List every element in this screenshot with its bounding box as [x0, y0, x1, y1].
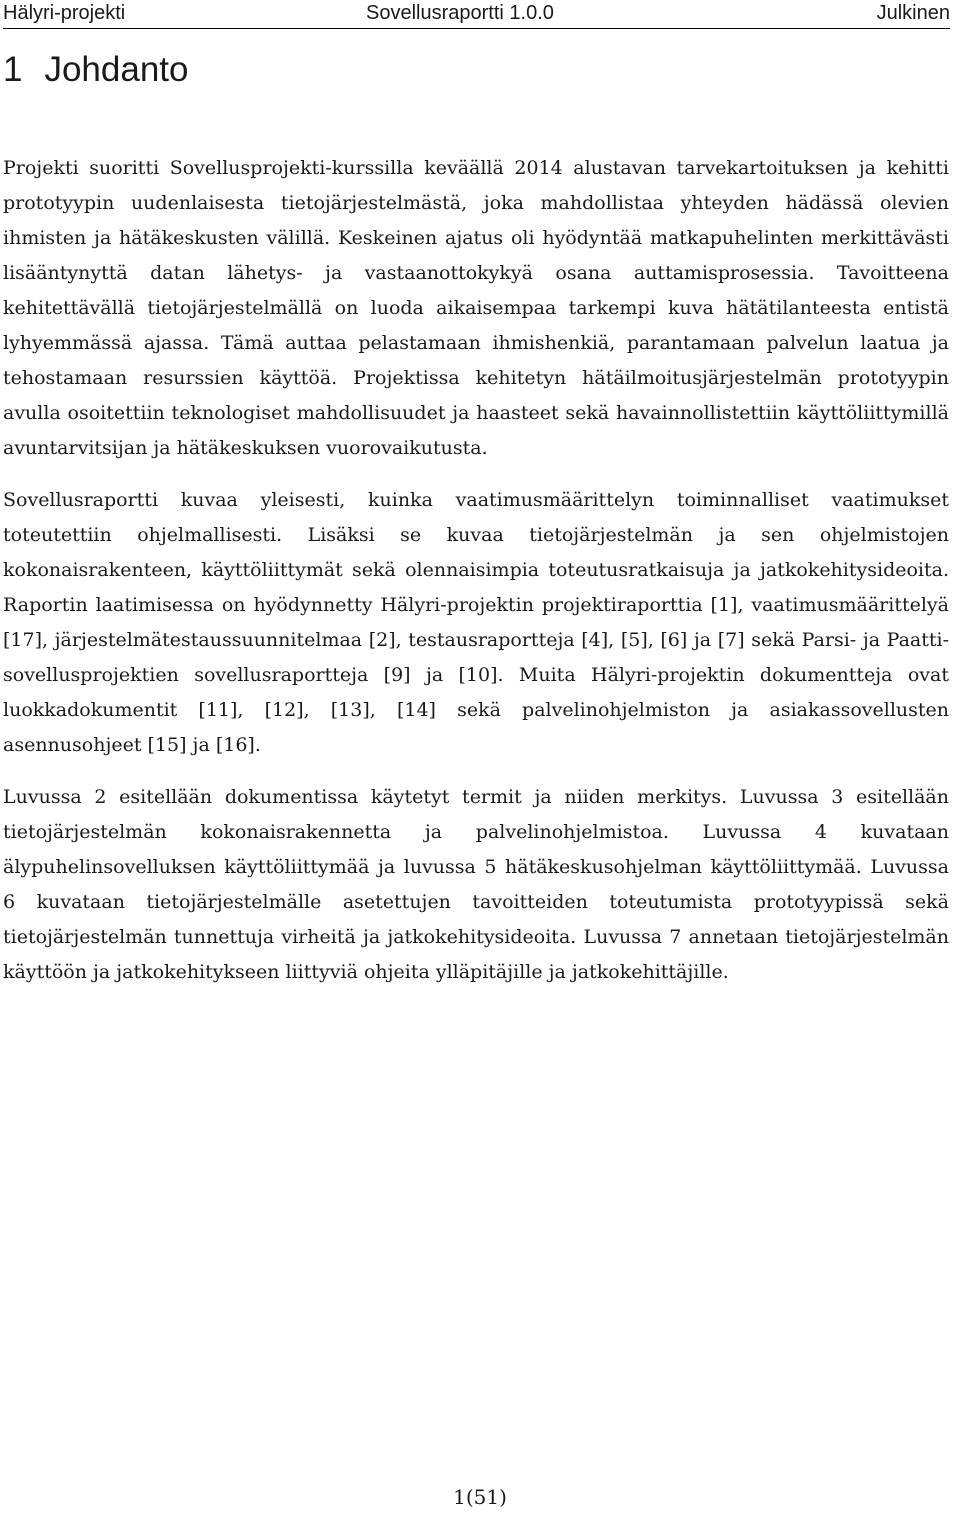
- section-title: Johdanto: [44, 50, 189, 89]
- body-text: [3, 151, 949, 1007]
- header-project-name: Hälyri-projekti: [3, 2, 126, 24]
- paragraph-report-scope: Sovellusraportti kuvaa yleisesti, kuinka vaatimusmäärittelyn toiminnalliset vaatimukset toteutettiin ohjelmallisesti. Lisäksi se kuvaa tietojärjestelmän ja sen ohjelmistojen kokonaisrakenteen, käyttöliittymät sekä olennaisimpia toteutusratkaisuja ja jatkokehitysideoita. Raportin laatimisessa on hyödynnetty Hälyri-projektin projektiraporttia [1], vaatimusmäärittelyä [17], järjestelmätestaussuunnitelmaa [2], testausraportteja [4], [5], [6] ja [7] sekä Parsi- ja Paatti-sovellusprojektien sovellusraportteja [9] ja [10]. Muita Hälyri-projektin dokumentteja ovat luokkadokumentit [11], [12], [13], [14] sekä palvelinohjelmiston ja asiakassovellusten asennusohjeet [15] ja [16].: [3, 489, 949, 756]
- page-number: 1(51): [453, 1485, 507, 1509]
- section-heading: [3, 48, 189, 92]
- header-classification: Julkinen: [876, 2, 950, 24]
- paragraph-chapter-overview: Luvussa 2 esitellään dokumentissa käytetyt termit ja niiden merkitys. Luvussa 3 esitellään tietojärjestelmän kokonaisrakennetta ja palvelinohjelmistoa. Luvussa 4 kuvataan älypuhelinsovelluksen käyttöliittymää ja luvussa 5 hätäkeskusohjelman käyttöliittymää. Luvussa 6 kuvataan tietojärjestelmälle asetettujen tavoitteiden toteutumista prototyypissä sekä tietojärjestelmän tunnettuja virheitä ja jatkokehitysideoita. Luvussa 7 annetaan tietojärjestelmän käyttöön ja jatkokehitykseen liittyviä ohjeita ylläpitäjille ja jatkokehittäjille.: [3, 786, 949, 983]
- page-header: [3, 0, 950, 29]
- section-number: 1: [3, 50, 23, 89]
- header-document-title: Sovellusraportti 1.0.0: [366, 2, 554, 24]
- paragraph-introduction: Projekti suoritti Sovellusprojekti-kurssilla keväällä 2014 alustavan tarvekartoituksen ja kehitti prototyypin uudenlaisesta tietojärjestelmästä, joka mahdollistaa yhteyden hädässä olevien ihmisten ja hätäkeskusten välillä. Keskeinen ajatus oli hyödyntää matkapuhelinten merkittävästi lisääntynyttä datan lähetys- ja vastaanottokykyä osana auttamisprosessia. Tavoitteena kehitettävällä tietojärjestelmällä on luoda aikaisempaa tarkempi kuva hätätilanteesta entistä lyhyemmässä ajassa. Tämä auttaa pelastamaan ihmishenkiä, parantamaan palvelun laatua ja tehostamaan resurssien käyttöä. Projektissa kehitetyn hätäilmoitusjärjestelmän prototyypin avulla osoitettiin teknologiset mahdollisuudet ja haasteet sekä havainnollistettiin käyttöliittymillä avuntarvitsijan ja hätäkeskuksen vuorovaikutusta.: [3, 157, 949, 459]
